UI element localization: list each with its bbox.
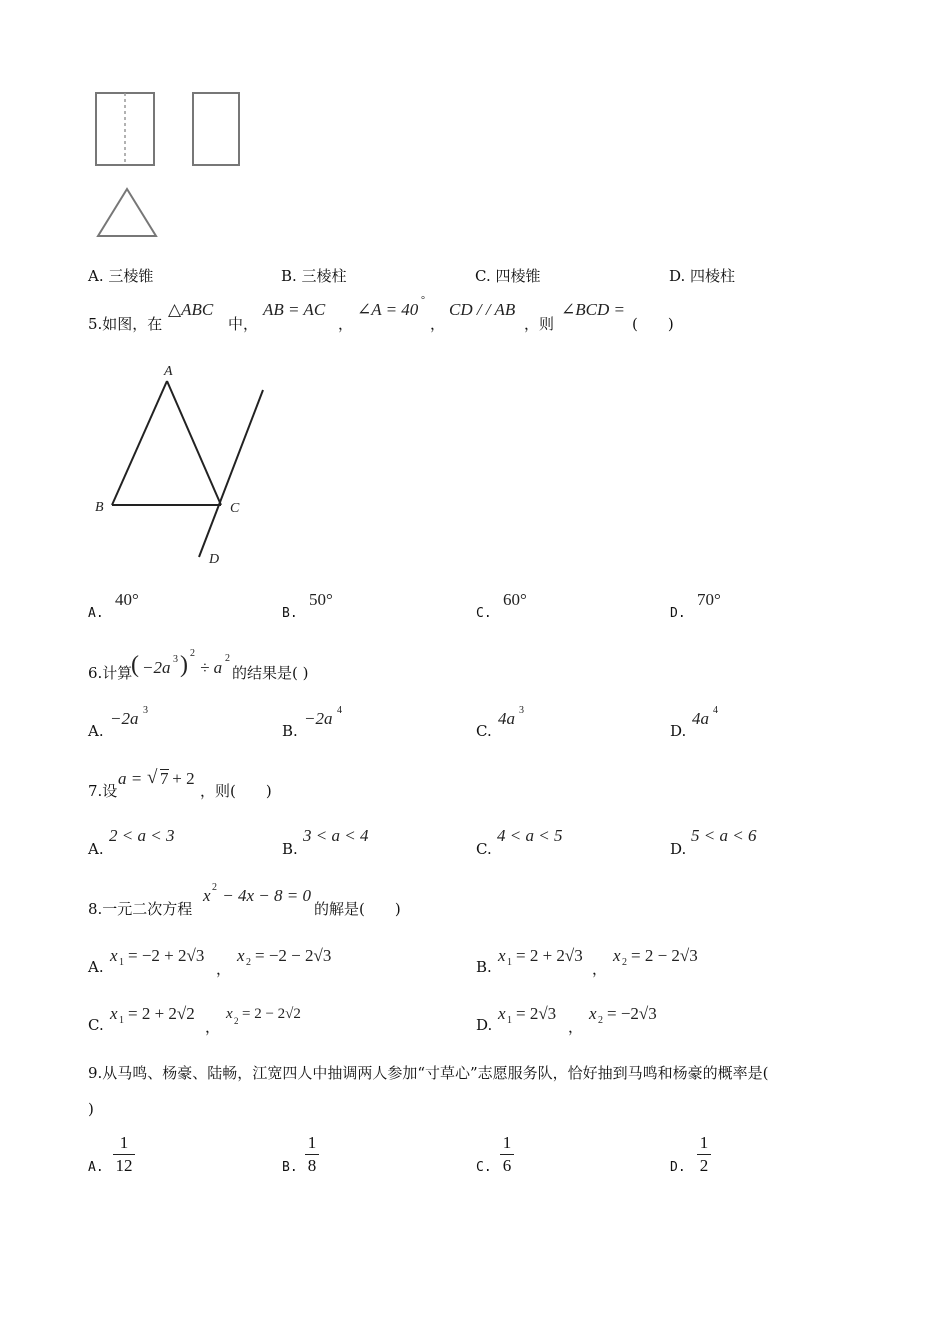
q6-inner: −2a: [142, 658, 171, 677]
q7-sqrt-sign: √: [147, 767, 158, 788]
q8-option-a-x2-sub: 2: [246, 957, 251, 968]
q8-option-c-x2-var: x: [226, 1006, 233, 1022]
q5-option-d-value: 70°: [697, 590, 721, 609]
q7-suffix: ，则( ): [200, 782, 272, 800]
q8-prefix: 8.一元二次方程: [88, 900, 193, 918]
q6-option-a-base: −2a: [110, 709, 139, 728]
q6-div: ÷ a: [200, 658, 223, 677]
q8-option-b-sep: ，: [592, 960, 608, 978]
q8-option-a-sep: ，: [216, 960, 232, 978]
q5-eq1: AB = AC: [263, 300, 326, 319]
q4-option-b: B. 三棱柱: [281, 267, 347, 285]
q5-mid1: 中，: [228, 315, 259, 333]
q8-option-b-x1: = 2 + 2√3: [516, 946, 583, 965]
q8-eq-x: x: [203, 886, 211, 905]
q7-option-b-value: 3 < a < 4: [303, 826, 369, 845]
q6-option-b-exp: 4: [337, 705, 342, 716]
q8-option-c-letter: C.: [88, 1016, 104, 1034]
q6-outer-exp: 2: [190, 648, 195, 659]
q5-option-c-letter: C.: [476, 606, 492, 621]
q4-option-c: C. 四棱锥: [475, 267, 541, 285]
q5-option-a-value: 40°: [115, 590, 139, 609]
three-view-figure: [90, 88, 250, 240]
q5-triangle: △ABC: [168, 300, 214, 319]
q8-option-d-x1: = 2√3: [516, 1004, 557, 1023]
q9-option-c-letter: C.: [476, 1160, 492, 1175]
q7-option-c-letter: C.: [476, 840, 492, 858]
q5-option-a-letter: A.: [88, 606, 104, 621]
q8-option-c-x2: = 2 − 2√2: [242, 1006, 301, 1022]
q6-option-b-letter: B.: [282, 722, 298, 740]
top-view-triangle: [98, 189, 156, 236]
q5-option-b-letter: B.: [282, 606, 298, 621]
q5-option-b-value: 50°: [309, 590, 333, 609]
q9-option-c-denominator: 6: [502, 1156, 512, 1175]
q8-option-a-x1-var: x: [110, 946, 118, 965]
q8-option-a-x2: = −2 − 2√3: [255, 946, 332, 965]
q8-eq-exp: 2: [212, 882, 217, 893]
q6-open-paren: (: [131, 652, 139, 678]
q5-eq2: ∠A = 40: [357, 300, 419, 319]
q8-option-b-x2-sub: 2: [622, 957, 627, 968]
q7-expr-a: a =: [118, 769, 143, 788]
q7-option-b-letter: B.: [282, 840, 298, 858]
q8-option-b-letter: B.: [476, 958, 492, 976]
q8-option-d-letter: D.: [476, 1016, 493, 1034]
label-a: A: [164, 364, 173, 379]
q8-option-c-x1-var: x: [110, 1004, 118, 1023]
q7-option-a-value: 2 < a < 3: [109, 826, 175, 845]
q5-paren: ( ): [632, 315, 674, 333]
q8-option-b-x2-var: x: [613, 946, 621, 965]
q8-option-a-x2-var: x: [237, 946, 245, 965]
q6-close-paren: ): [180, 652, 188, 678]
q9-option-b-denominator: 8: [307, 1156, 317, 1175]
q8-option-a-x1: = −2 + 2√3: [128, 946, 205, 965]
q5-option-c-value: 60°: [503, 590, 527, 609]
q4-option-d: D. 四棱柱: [669, 267, 736, 285]
q6-option-c-exp: 3: [519, 705, 524, 716]
q6-div-exp: 2: [225, 653, 230, 664]
q9-option-a-denominator: 12: [115, 1156, 133, 1175]
q5-eq4: ∠BCD =: [561, 300, 625, 319]
q4-option-a: A. 三棱锥: [88, 267, 154, 285]
q9-option-d-fraction: [697, 1133, 711, 1176]
q8-option-a-x1-sub: 1: [119, 957, 124, 968]
q8-option-d-x2: = −2√3: [607, 1004, 657, 1023]
q7-option-a-letter: A.: [88, 840, 104, 858]
q8-option-d-x1-var: x: [498, 1004, 506, 1023]
q6-option-d-base: 4a: [692, 709, 709, 728]
q8-option-c-sep: ，: [205, 1018, 221, 1036]
q6-option-a-letter: A.: [88, 722, 104, 740]
q8-option-b-x1-sub: 1: [507, 957, 512, 968]
q9-option-b-numerator: 1: [307, 1133, 317, 1152]
q7-sqrt-arg: 7: [160, 769, 169, 788]
q7-prefix: 7.设: [88, 782, 118, 800]
q6-option-c-letter: C.: [476, 722, 492, 740]
q8-eq-tail: − 4x − 8 = 0: [218, 886, 311, 905]
q9-line1: 9.从马鸣、杨豪、陆畅，江宽四人中抽调两人参加“寸草心”志愿服务队，恰好抽到马鸣和杨豪的概率是(: [88, 1064, 769, 1082]
q8-option-c-x1-sub: 1: [119, 1015, 124, 1026]
q8-option-d-x2-sub: 2: [598, 1015, 603, 1026]
q5-mid2: ，则: [524, 315, 555, 333]
q7-option-d-value: 5 < a < 6: [691, 826, 757, 845]
q6-inner-exp: 3: [173, 654, 178, 665]
q6-suffix: 的结果是( ): [232, 664, 309, 682]
q8-option-c-x2-sub: 2: [234, 1016, 239, 1026]
q8-option-b-x1-var: x: [498, 946, 506, 965]
q5-comma1: ，: [338, 315, 354, 333]
q7-option-d-letter: D.: [670, 840, 687, 858]
q5-prefix: 5.如图，在: [88, 315, 163, 333]
label-c: C: [230, 501, 240, 516]
q6-option-b-base: −2a: [304, 709, 333, 728]
q9-option-b-fraction: [305, 1133, 319, 1176]
side-view-rect: [193, 93, 239, 165]
q5-degree: °: [421, 295, 425, 306]
q5-option-d-letter: D.: [670, 606, 686, 621]
q9-option-d-denominator: 2: [699, 1156, 709, 1175]
q9-option-a-numerator: 1: [119, 1133, 129, 1152]
q8-suffix: 的解是( ): [314, 900, 401, 918]
q6-option-d-letter: D.: [670, 722, 687, 740]
label-b: B: [95, 500, 104, 515]
q8-option-b-x2: = 2 − 2√3: [631, 946, 698, 965]
q9-option-c-fraction: [500, 1133, 514, 1176]
q9-option-a-fraction: [113, 1133, 135, 1176]
q5-comma2: ，: [430, 315, 446, 333]
q7-option-c-value: 4 < a < 5: [497, 826, 563, 845]
label-d: D: [209, 552, 220, 567]
q8-option-c-x1: = 2 + 2√2: [128, 1004, 195, 1023]
q5-eq3: CD / / AB: [449, 300, 516, 319]
q8-option-d-sep: ，: [568, 1018, 584, 1036]
q9-option-c-numerator: 1: [502, 1133, 512, 1152]
q5-triangle-figure: [88, 360, 278, 570]
q9-line2: ): [88, 1100, 94, 1118]
q9-option-b-letter: B.: [282, 1160, 298, 1175]
q6-option-d-exp: 4: [713, 705, 718, 716]
q6-prefix: 6.计算: [88, 664, 133, 682]
q9-option-a-letter: A.: [88, 1160, 104, 1175]
q8-option-d-x2-var: x: [589, 1004, 597, 1023]
q6-option-a-exp: 3: [143, 705, 148, 716]
q7-expr-tail: + 2: [168, 769, 195, 788]
q8-option-d-x1-sub: 1: [507, 1015, 512, 1026]
q8-option-a-letter: A.: [88, 958, 104, 976]
q6-option-c-base: 4a: [498, 709, 515, 728]
q9-option-d-letter: D.: [670, 1160, 686, 1175]
q9-option-d-numerator: 1: [699, 1133, 709, 1152]
